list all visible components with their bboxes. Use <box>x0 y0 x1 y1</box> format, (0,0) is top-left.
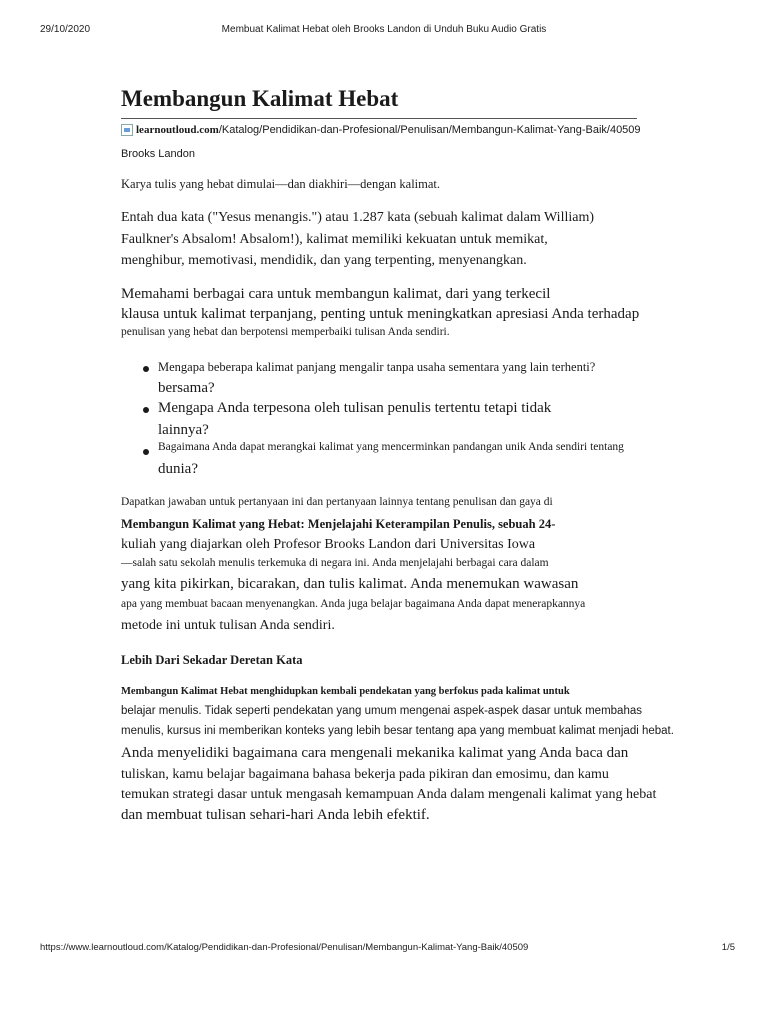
author-name: Brooks Landon <box>121 148 195 160</box>
print-header-title: Membuat Kalimat Hebat oleh Brooks Landon di Unduh Buku Audio Gratis <box>221 24 547 35</box>
paragraph-line: belajar menulis. Tidak seperti pendekatan yang umum mengenai aspek-aspek dasar untuk membahas <box>121 705 642 717</box>
paragraph-line: Dapatkan jawaban untuk pertanyaan ini dan pertanyaan lainnya tentang penulisan dan gaya di <box>121 496 553 508</box>
page-number: 1/5 <box>721 942 735 953</box>
paragraph-line: Membangun Kalimat Hebat menghidupkan kembali pendekatan yang berfokus pada kalimat untuk <box>121 686 570 697</box>
page-title: Membangun Kalimat Hebat <box>121 86 399 111</box>
source-domain[interactable]: learnoutloud.com <box>136 124 219 136</box>
paragraph-line: kuliah yang diajarkan oleh Profesor Brooks Landon dari Universitas Iowa <box>121 537 536 552</box>
paragraph-line: Membangun Kalimat yang Hebat: Menjelajahi Keterampilan Penulis, sebuah 24- <box>121 517 556 531</box>
paragraph-line: Faulkner's Absalom! Absalom!), kalimat memiliki kekuatan untuk memikat, <box>121 232 548 247</box>
paragraph-line: menulis, kursus ini memberikan konteks yang lebih besar tentang apa yang membuat kalimat menjadi hebat. <box>121 725 674 737</box>
source-path[interactable]: /Katalog/Pendidikan-dan-Profesional/Penulisan/Membangun-Kalimat-Yang-Baik/40509 <box>218 124 641 136</box>
paragraph-line: Memahami berbagai cara untuk membangun kalimat, dari yang terkecil <box>121 286 551 302</box>
section-heading: Lebih Dari Sekadar Deretan Kata <box>121 653 303 667</box>
list-item-continuation: bersama? <box>158 380 215 396</box>
paragraph-line: apa yang membuat bacaan menyenangkan. Anda juga belajar bagaimana Anda dapat menerapkannya <box>121 598 586 610</box>
paragraph-line: —salah satu sekolah menulis terkemuka di negara ini. Anda menjelajahi berbagai cara dalam <box>121 557 549 569</box>
paragraph-line: klausa untuk kalimat terpanjang, penting untuk meningkatkan apresiasi Anda terhadap <box>121 306 640 322</box>
list-item: Mengapa Anda terpesona oleh tulisan penulis tertentu tetapi tidak <box>158 400 552 416</box>
source-link[interactable] <box>121 124 641 136</box>
title-divider <box>121 118 637 119</box>
list-item: Mengapa beberapa kalimat panjang mengalir tanpa usaha sementara yang lain terhenti? <box>158 360 596 374</box>
paragraph-line: temukan strategi dasar untuk mengasah kemampuan Anda dalam mengenali kalimat yang hebat <box>121 787 657 802</box>
paragraph-line: tuliskan, kamu belajar bagaimana bahasa bekerja pada pikiran dan emosimu, dan kamu <box>121 767 609 782</box>
list-item-continuation: dunia? <box>158 461 198 477</box>
paragraph-line: dan membuat tulisan sehari-hari Anda lebih efektif. <box>121 807 430 823</box>
print-footer-url: https://www.learnoutloud.com/Katalog/Pendidikan-dan-Profesional/Penulisan/Membangun-Kalimat-Yang-Baik/40509 <box>40 942 529 953</box>
bullet-icon <box>143 449 149 455</box>
bullet-icon <box>143 366 149 372</box>
list-item: Bagaimana Anda dapat merangkai kalimat yang mencerminkan pandangan unik Anda sendiri tentang <box>158 441 624 453</box>
list-item-continuation: lainnya? <box>158 422 209 438</box>
bullet-icon <box>143 407 149 413</box>
paragraph-line: yang kita pikirkan, bicarakan, dan tulis kalimat. Anda menemukan wawasan <box>121 576 579 592</box>
print-date: 29/10/2020 <box>40 24 91 35</box>
paragraph-line: menghibur, memotivasi, mendidik, dan yang terpenting, menyenangkan. <box>121 253 527 268</box>
paragraph-line: Entah dua kata ("Yesus menangis.") atau 1.287 kata (sebuah kalimat dalam William) <box>121 210 595 225</box>
favicon-icon <box>121 124 133 136</box>
paragraph-line: penulisan yang hebat dan berpotensi memperbaiki tulisan Anda sendiri. <box>121 326 450 338</box>
paragraph-intro: Karya tulis yang hebat dimulai—dan diakhiri—dengan kalimat. <box>121 177 441 191</box>
paragraph-line: metode ini untuk tulisan Anda sendiri. <box>121 618 335 633</box>
paragraph-line: Anda menyelidiki bagaimana cara mengenali mekanika kalimat yang Anda baca dan <box>121 745 629 761</box>
